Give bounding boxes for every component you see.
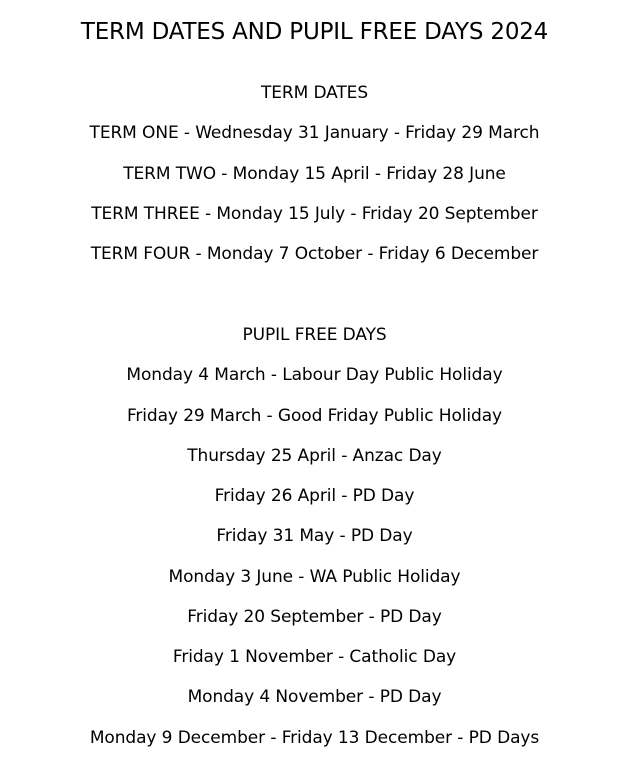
term-two-line: TERM TWO - Monday 15 April - Friday 28 June: [123, 164, 506, 184]
pupil-free-days-heading: PUPIL FREE DAYS: [242, 325, 387, 345]
term-four-line: TERM FOUR - Monday 7 October - Friday 6 December: [90, 244, 539, 264]
pupil-free-day-item: Friday 31 May - PD Day: [216, 526, 413, 546]
pupil-free-day-item: Monday 9 December - Friday 13 December - PD Days: [89, 728, 540, 748]
pupil-free-day-item: Thursday 25 April - Anzac Day: [187, 446, 442, 466]
pupil-free-day-item: Monday 4 November - PD Day: [187, 687, 442, 707]
term-three-line: TERM THREE - Monday 15 July - Friday 20 September: [91, 204, 538, 224]
pupil-free-day-item: Friday 26 April - PD Day: [214, 486, 415, 506]
pupil-free-day-item: Friday 29 March - Good Friday Public Holiday: [126, 406, 503, 426]
term-one-line: TERM ONE - Wednesday 31 January - Friday 29 March: [89, 123, 540, 143]
pupil-free-day-item: Friday 20 September - PD Day: [187, 607, 442, 627]
pupil-free-day-item: Friday 1 November - Catholic Day: [172, 647, 457, 667]
page-title: TERM DATES AND PUPIL FREE DAYS 2024: [80, 19, 549, 45]
term-dates-heading: TERM DATES: [260, 83, 369, 103]
pupil-free-day-item: Monday 4 March - Labour Day Public Holiday: [126, 365, 503, 385]
pupil-free-day-item: Monday 3 June - WA Public Holiday: [168, 567, 461, 587]
